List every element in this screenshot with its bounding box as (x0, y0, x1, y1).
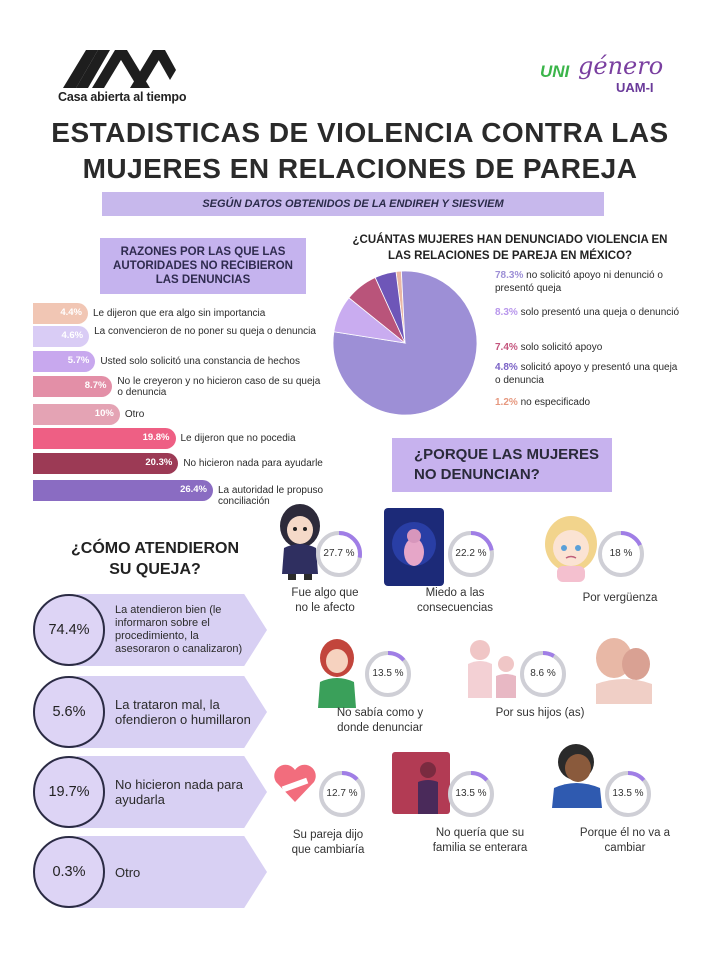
unigenero-uam: UAM-I (616, 80, 654, 95)
pie-legend-label: solicitó apoyo y presentó una queja o denuncia (495, 362, 678, 386)
porque-label (480, 706, 600, 721)
atencion-row (33, 754, 267, 830)
pie-legend-pct: 78.3% (495, 270, 524, 281)
razon-pct: 4.6% (61, 330, 84, 341)
porque-label-line2: cambiar (604, 842, 646, 854)
atencion-pct: 74.4% (33, 594, 105, 666)
fear-illustration (384, 508, 444, 586)
donut-value: 13.5 % (612, 788, 644, 799)
razon-bar (33, 428, 176, 449)
porque-label (320, 706, 440, 736)
razon-bar (33, 376, 112, 397)
atencion-label: No hicieron nada para ayudarla (115, 777, 243, 807)
broken-heart-illustration (272, 760, 318, 806)
razon-pct: 8.7% (84, 380, 107, 391)
porque-label (268, 828, 388, 858)
razon-bar (33, 404, 120, 425)
porque-label-line2: donde denunciar (337, 722, 423, 734)
title-line-1: ESTADISTICAS DE VIOLENCIA CONTRA LAS (51, 117, 669, 148)
pie-legend-item (495, 362, 685, 387)
unigenero-genero: género (578, 52, 664, 80)
denuncias-pie-chart (330, 268, 480, 418)
subtitle-banner: SEGÚN DATOS OBTENIDOS DE LA ENDIREH Y SIESVIEM (102, 192, 604, 216)
porque-heading-line1: ¿PORQUE LAS MUJERES (414, 446, 600, 463)
pie-legend-pct: 7.4% (495, 342, 518, 353)
porque-label-line1: Por sus hijos (as) (495, 707, 585, 719)
unigenero-uni: UNI (540, 62, 570, 81)
pie-legend-pct: 1.2% (495, 397, 518, 408)
porque-donut (519, 650, 567, 698)
razon-pct: 20.3% (145, 457, 173, 468)
porque-donut (315, 530, 363, 578)
donut-value: 22.2 % (455, 548, 487, 559)
razon-label: La autoridad le propuso conciliación (218, 485, 324, 507)
atencion-label: Otro (115, 864, 141, 880)
pie-legend-label: solo presentó una queja o denunció (517, 307, 680, 318)
donut-value: 13.5 % (455, 788, 487, 799)
sad-woman-illustration (548, 740, 606, 808)
razon-label: La convencieron de no poner su queja o denuncia (94, 326, 316, 337)
razon-pct: 26.4% (180, 484, 207, 495)
razon-bar (33, 326, 89, 347)
page-title (40, 115, 680, 187)
atencion-row (33, 834, 267, 910)
uam-logo (58, 44, 187, 106)
atencion-pct: 0.3% (33, 836, 105, 908)
donut-value: 27.7 % (323, 548, 355, 559)
pie-legend-item (495, 307, 685, 320)
pie-legend-label: no solicitó apoyo ni denunció o presentó queja (495, 270, 663, 294)
porque-label-line2: que cambiaría (291, 844, 365, 856)
porque-label-line1: Miedo a las (425, 587, 485, 599)
pie-legend-item (495, 397, 685, 410)
atencion-heading-line1: ¿CÓMO ATENDIERON (71, 540, 239, 557)
porque-label-line1: Su pareja dijo (292, 829, 364, 841)
donut-value: 18 % (609, 548, 633, 559)
pie-legend-item (495, 270, 685, 295)
razon-pct: 19.8% (142, 432, 170, 443)
porque-label (410, 826, 550, 856)
mother-child-illustration (592, 634, 656, 704)
razon-label: Le dijeron que era algo sin importancia (93, 308, 266, 319)
razon-label: Usted solo solicitó una constancia de hechos (100, 356, 300, 367)
razon-label: No hicieron nada para ayudarle (183, 458, 323, 469)
porque-label (400, 586, 510, 616)
porque-label (270, 586, 380, 616)
razon-pct: 5.7% (67, 355, 90, 366)
porque-label-line1: No quería que su (435, 827, 525, 839)
porque-label-line1: Por vergüenza (582, 592, 658, 604)
atencion-label: La atendieron bien (le informaron sobre el procedimiento, la asesoraron o canalizaron) (115, 604, 243, 655)
title-line-2: MUJERES EN RELACIONES DE PAREJA (82, 153, 638, 184)
unigenero-logo (540, 52, 680, 102)
porque-label-line1: No sabía como y (336, 707, 424, 719)
atencion-heading (55, 538, 255, 580)
porque-donut (318, 770, 366, 818)
pie-legend-item (495, 342, 685, 355)
atencion-pct: 19.7% (33, 756, 105, 828)
donut-value: 12.7 % (326, 788, 358, 799)
porque-donut (447, 530, 495, 578)
atencion-heading-line2: SU QUEJA? (109, 561, 201, 578)
razon-bar (33, 453, 178, 474)
razon-label: Le dijeron que no pocedia (180, 433, 296, 444)
pie-legend-pct: 8.3% (495, 307, 518, 318)
pie-legend-label: solo solicitó apoyo (517, 342, 603, 353)
family-secret-illustration (392, 752, 450, 814)
children-illustration (462, 634, 522, 706)
atencion-pct: 5.6% (33, 676, 105, 748)
porque-label-line1: Porque él no va a (579, 827, 671, 839)
porque-label-line2: familia se enterara (432, 842, 528, 854)
shame-illustration (540, 512, 602, 584)
razon-label: Otro (124, 409, 145, 420)
razon-pct: 10% (94, 408, 114, 419)
atencion-label: La trataron mal, la ofendieron o humillaron (115, 697, 251, 727)
uam-logo-icon (58, 44, 178, 90)
razon-pct: 4.4% (60, 307, 82, 318)
donut-value: 8.6 % (530, 668, 556, 679)
denuncias-question: ¿CUÁNTAS MUJERES HAN DENUNCIADO VIOLENCIA EN LAS RELACIONES DE PAREJA EN MÉXICO? (352, 234, 668, 262)
porque-donut (447, 770, 495, 818)
razon-bar (33, 480, 213, 501)
porque-label-line2: consecuencias (416, 602, 494, 614)
porque-label-line2: no le afecto (295, 602, 355, 614)
razones-heading: RAZONES POR LAS QUE LAS AUTORIDADES NO RECIBIERON LAS DENUNCIAS (100, 238, 306, 294)
porque-donut (364, 650, 412, 698)
razon-bar (33, 351, 95, 372)
pie-legend-pct: 4.8% (495, 362, 518, 373)
porque-donut (604, 770, 652, 818)
confused-woman-illustration (312, 636, 362, 708)
porque-label-line1: Fue algo que (291, 587, 359, 599)
atencion-row (33, 592, 267, 668)
pie-legend-label: no especificado (517, 397, 591, 408)
uam-brand-text: Casa abierta al tiempo (58, 90, 187, 104)
razon-label: No le creyeron y no hicieron caso de su queja o denuncia (117, 376, 321, 398)
donut-value: 13.5 % (372, 668, 404, 679)
atencion-row (33, 674, 267, 750)
porque-heading (392, 438, 612, 492)
porque-heading-line2: NO DENUNCIAN? (414, 466, 540, 483)
porque-label (560, 591, 680, 606)
porque-donut (597, 530, 645, 578)
razon-bar (33, 303, 88, 324)
porque-label (560, 826, 690, 856)
